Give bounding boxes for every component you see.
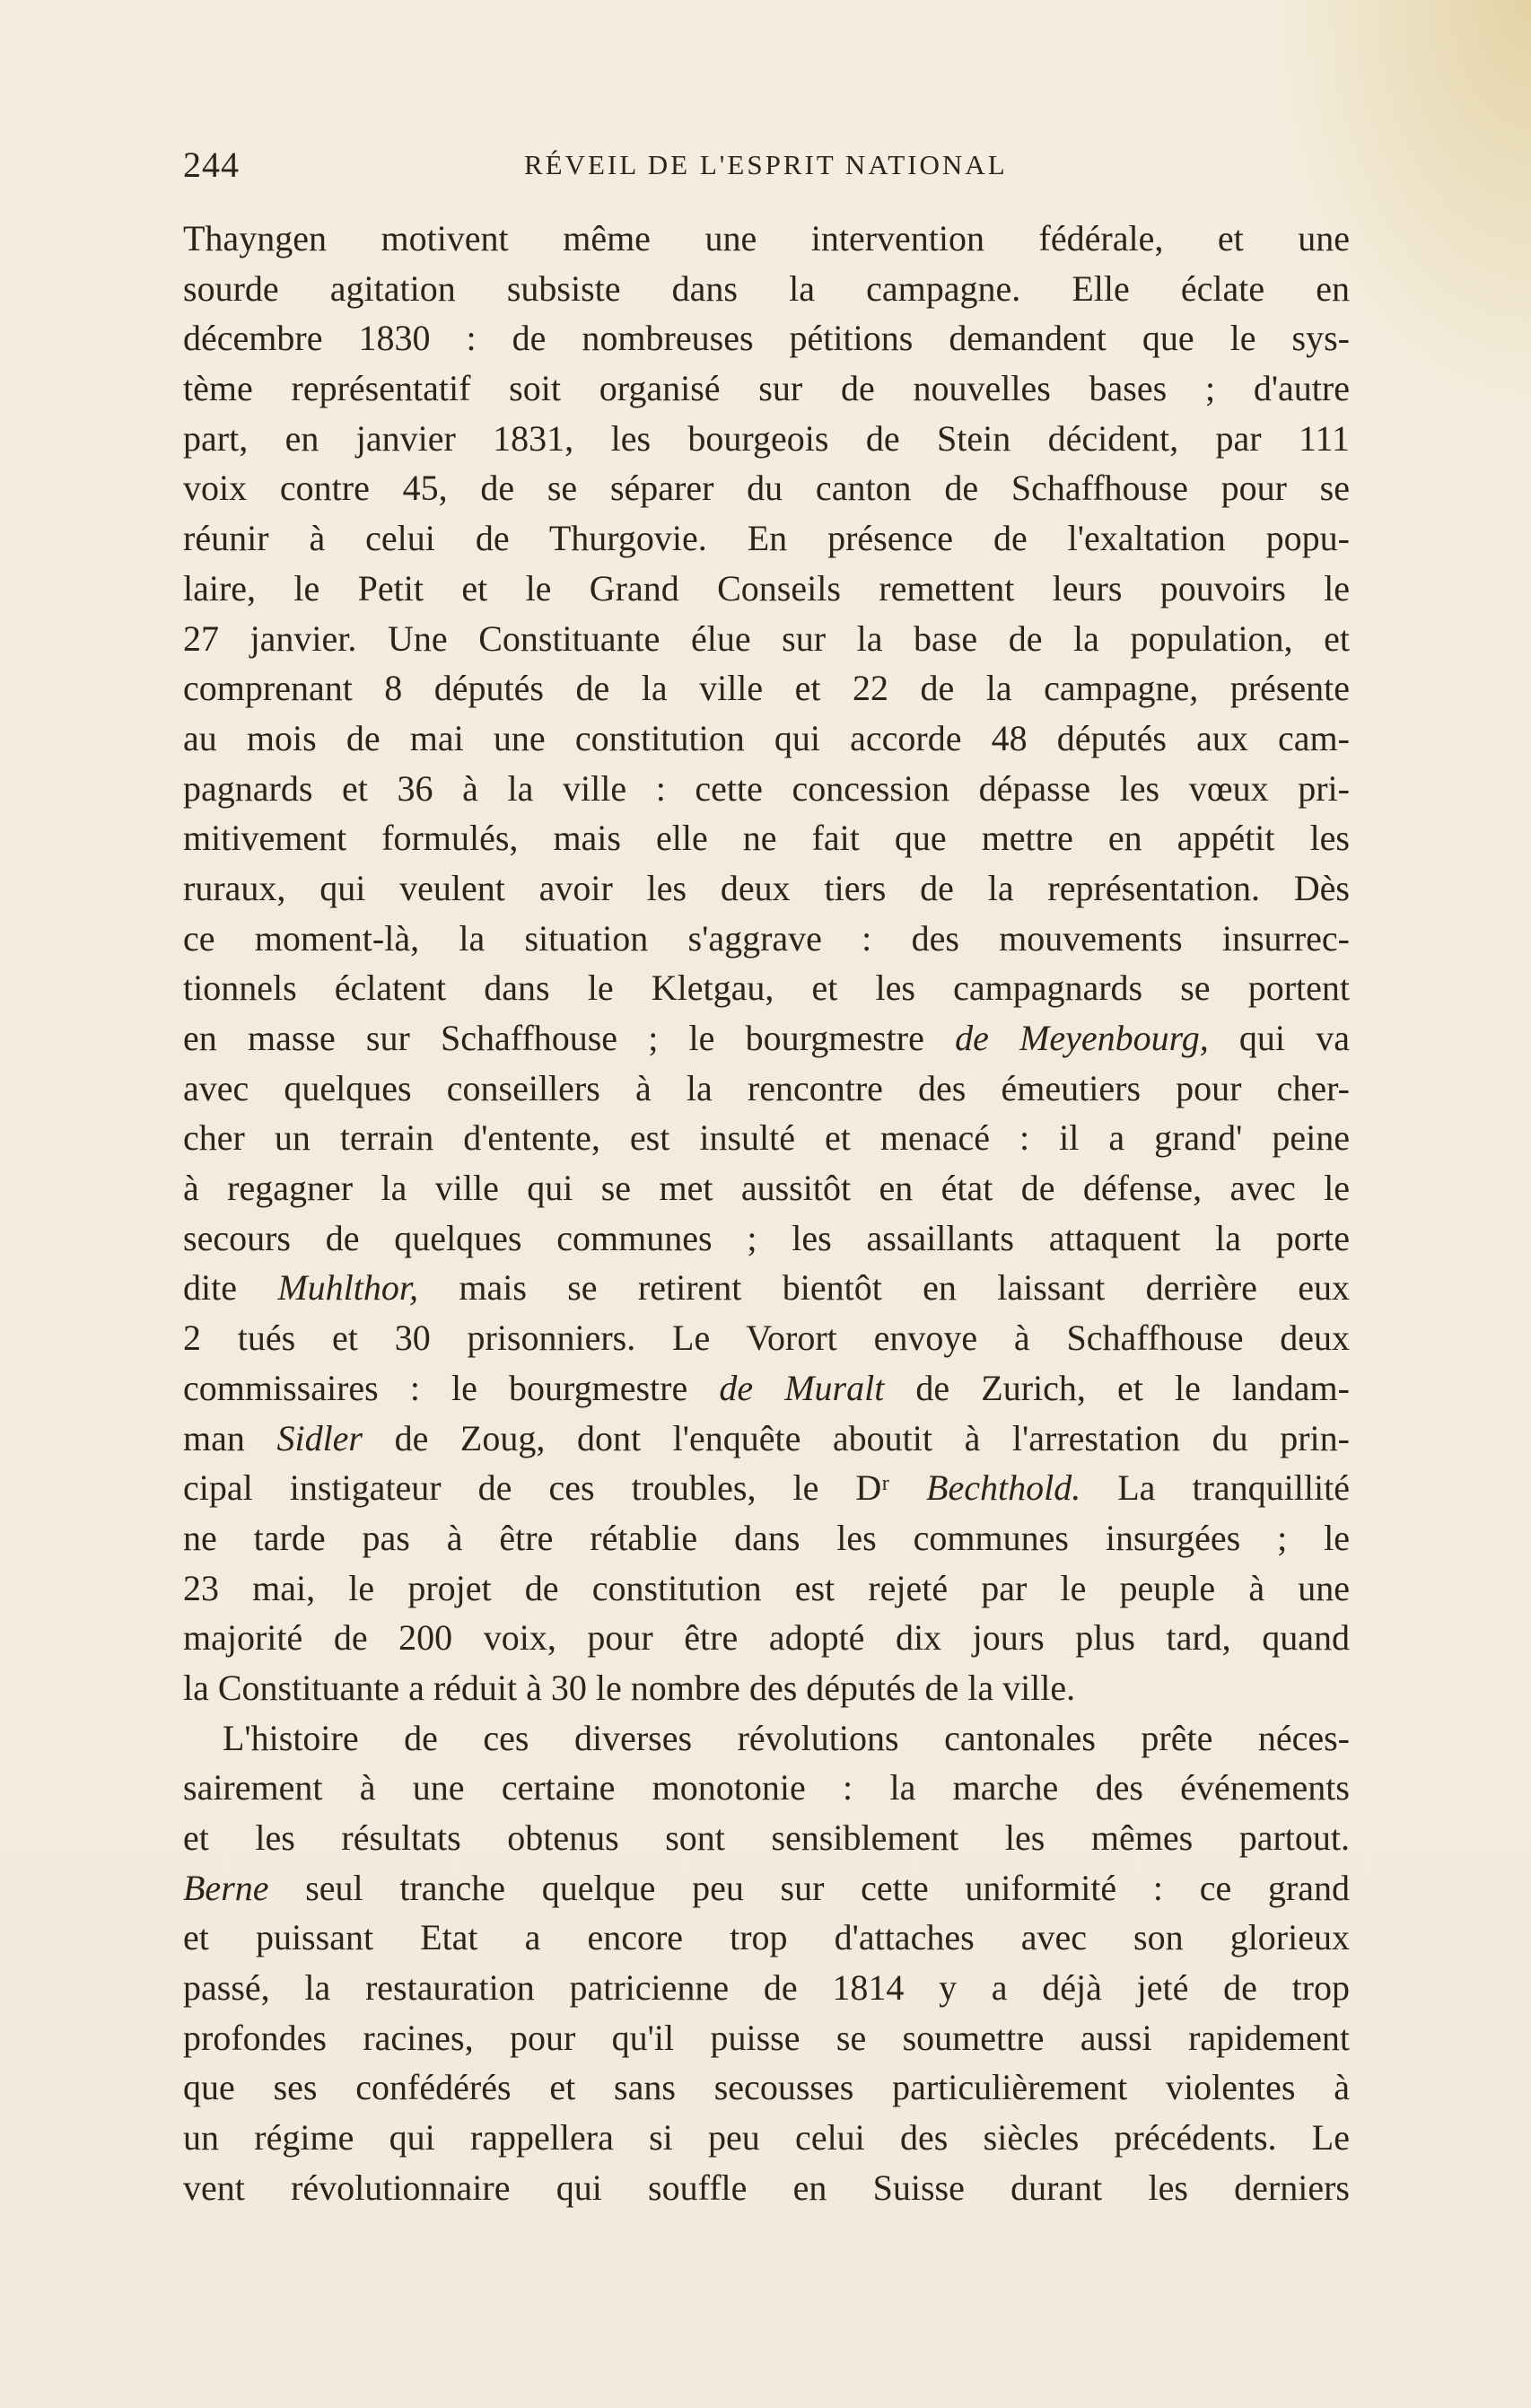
- text-line: [183, 813, 1350, 863]
- text-segment: que ses confédérés et sans secousses particulièrement violentes à: [183, 2067, 1350, 2108]
- text-line: [183, 1313, 1350, 1363]
- text-segment: seul tranche quelque peu sur cette uniformité : ce grand: [268, 1867, 1350, 1908]
- text-line: [183, 264, 1350, 314]
- text-segment: mitivement formulés, mais elle ne fait que mettre en appétit les: [183, 818, 1350, 859]
- text-line: [183, 1463, 1350, 1513]
- text-segment: et puissant Etat a encore trop d'attaches avec son glorieux: [183, 1917, 1350, 1958]
- text-segment: tème représentatif soit organisé sur de nouvelles bases ; d'autre: [183, 368, 1350, 409]
- text-segment: mais se retirent bientôt en laissant derrière eux: [418, 1267, 1350, 1309]
- text-segment: majorité de 200 voix, pour être adopté dix jours plus tard, quand: [183, 1617, 1350, 1659]
- text-line: [183, 214, 1350, 264]
- body-text: [183, 214, 1350, 2213]
- text-segment: 23 mai, le projet de constitution est rejeté par le peuple à une: [183, 1567, 1350, 1608]
- text-segment: de Zoug, dont l'enquête aboutit à l'arrestation du prin-: [363, 1417, 1350, 1458]
- text-segment: commissaires : le bourgmestre: [183, 1367, 720, 1408]
- text-line: [183, 1113, 1350, 1163]
- text-line: [183, 2163, 1350, 2213]
- italic-name: de Muralt: [719, 1367, 885, 1408]
- running-title: RÉVEIL DE L'ESPRIT NATIONAL: [524, 149, 1008, 180]
- text-segment: de Zurich, et le landam-: [884, 1367, 1350, 1408]
- text-line: [183, 614, 1350, 664]
- text-segment: 2 tués et 30 prisonniers. Le Vorort envoye à Schaffhouse deux: [183, 1318, 1350, 1359]
- text-segment: 27 janvier. Une Constituante élue sur la base de la population, et: [183, 617, 1350, 659]
- text-segment: décembre 1830 : de nombreuses pétitions demandent que le sys-: [183, 318, 1350, 359]
- text-line: [183, 1563, 1350, 1614]
- text-line: [183, 1663, 1350, 1713]
- text-line: [183, 2113, 1350, 2163]
- text-line: [183, 363, 1350, 414]
- text-line: [183, 764, 1350, 814]
- italic-name: Sidler: [276, 1417, 363, 1458]
- text-segment: un régime qui rappellera si peu celui des siècles précédents. Le: [183, 2117, 1350, 2158]
- text-line: [183, 513, 1350, 564]
- text-segment: au mois de mai une constitution qui accorde 48 députés aux cam-: [183, 717, 1350, 758]
- text-segment: ruraux, qui veulent avoir les deux tiers de la représentation. Dès: [183, 867, 1350, 908]
- text-segment: réunir à celui de Thurgovie. En présence de l'exaltation popu-: [183, 518, 1350, 559]
- text-line: [183, 714, 1350, 764]
- text-segment: sairement à une certaine monotonie : la marche des événements: [183, 1767, 1350, 1808]
- text-line: [183, 914, 1350, 964]
- text-segment: ce moment-là, la situation s'aggrave : des mouvements insurrec-: [183, 917, 1350, 959]
- text-line: [183, 1913, 1350, 1963]
- text-line: [183, 1263, 1350, 1313]
- text-segment: cipal instigateur de ces troubles, le Dʳ: [183, 1467, 927, 1509]
- text-segment: comprenant 8 députés de la ville et 22 de la campagne, présente: [183, 668, 1350, 709]
- text-segment: dite: [183, 1267, 278, 1309]
- italic-name: Berne: [183, 1867, 269, 1908]
- text-line: [183, 1613, 1350, 1663]
- text-line: [183, 1363, 1350, 1414]
- text-segment: vent révolutionnaire qui souffle en Suisse durant les derniers: [183, 2167, 1350, 2208]
- italic-name: Bechthold.: [926, 1467, 1081, 1509]
- text-segment: voix contre 45, de se séparer du canton de Schaffhouse pour se: [183, 468, 1350, 509]
- text-segment: L'histoire de ces diverses révolutions cantonales prête néces-: [223, 1717, 1350, 1758]
- text-line: [183, 1013, 1350, 1064]
- text-line: [183, 2062, 1350, 2113]
- text-segment: laire, le Petit et le Grand Conseils remettent leurs pouvoirs le: [183, 567, 1350, 609]
- text-line: [183, 663, 1350, 714]
- page-header: [183, 144, 1350, 188]
- text-line: [183, 313, 1350, 363]
- text-line: [183, 1963, 1350, 2013]
- text-segment: et les résultats obtenus sont sensiblement les mêmes partout.: [183, 1817, 1350, 1858]
- text-segment: tionnels éclatent dans le Kletgau, et les campagnards se portent: [183, 968, 1350, 1009]
- text-segment: sourde agitation subsiste dans la campagne. Elle éclate en: [183, 267, 1350, 309]
- text-segment: en masse sur Schaffhouse ; le bourgmestre: [183, 1018, 956, 1058]
- text-line: [183, 2013, 1350, 2063]
- text-line: [183, 1163, 1350, 1213]
- text-segment: cher un terrain d'entente, est insulté et menacé : il a grand' peine: [183, 1117, 1350, 1159]
- text-line: [183, 1863, 1350, 1913]
- text-line: [183, 414, 1350, 464]
- text-segment: qui va: [1208, 1018, 1350, 1058]
- text-segment: La tranquillité: [1080, 1467, 1350, 1509]
- text-line: [183, 1064, 1350, 1114]
- text-line: [183, 1713, 1350, 1764]
- text-line: [183, 1213, 1350, 1264]
- text-line: [183, 963, 1350, 1013]
- text-line: [183, 564, 1350, 614]
- text-line: [183, 1513, 1350, 1563]
- text-segment: passé, la restauration patricienne de 1814 y a déjà jeté de trop: [183, 1967, 1350, 2009]
- text-segment: à regagner la ville qui se met aussitôt en état de défense, avec le: [183, 1168, 1350, 1209]
- text-segment: pagnards et 36 à la ville : cette concession dépasse les vœux pri-: [183, 767, 1350, 809]
- text-line: [183, 463, 1350, 513]
- page-number: 244: [183, 144, 240, 185]
- text-segment: secours de quelques communes ; les assaillants attaquent la porte: [183, 1217, 1350, 1258]
- text-line: [183, 1813, 1350, 1863]
- text-segment: avec quelques conseillers à la rencontre des émeutiers pour cher-: [183, 1067, 1350, 1108]
- text-segment: part, en janvier 1831, les bourgeois de Stein décident, par 111: [183, 417, 1350, 459]
- text-segment: la Constituante a réduit à 30 le nombre des députés de la ville.: [183, 1667, 1076, 1708]
- text-line: [183, 1414, 1350, 1464]
- text-line: [183, 863, 1350, 914]
- text-segment: ne tarde pas à être rétablie dans les communes insurgées ; le: [183, 1517, 1350, 1558]
- text-segment: Thayngen motivent même une intervention fédérale, et une: [183, 218, 1350, 258]
- text-segment: man: [183, 1417, 277, 1458]
- italic-name: de Meyenbourg,: [955, 1018, 1209, 1058]
- italic-name: Muhlthor,: [277, 1267, 419, 1309]
- text-segment: profondes racines, pour qu'il puisse se soumettre aussi rapidement: [183, 2017, 1350, 2058]
- text-line: [183, 1763, 1350, 1813]
